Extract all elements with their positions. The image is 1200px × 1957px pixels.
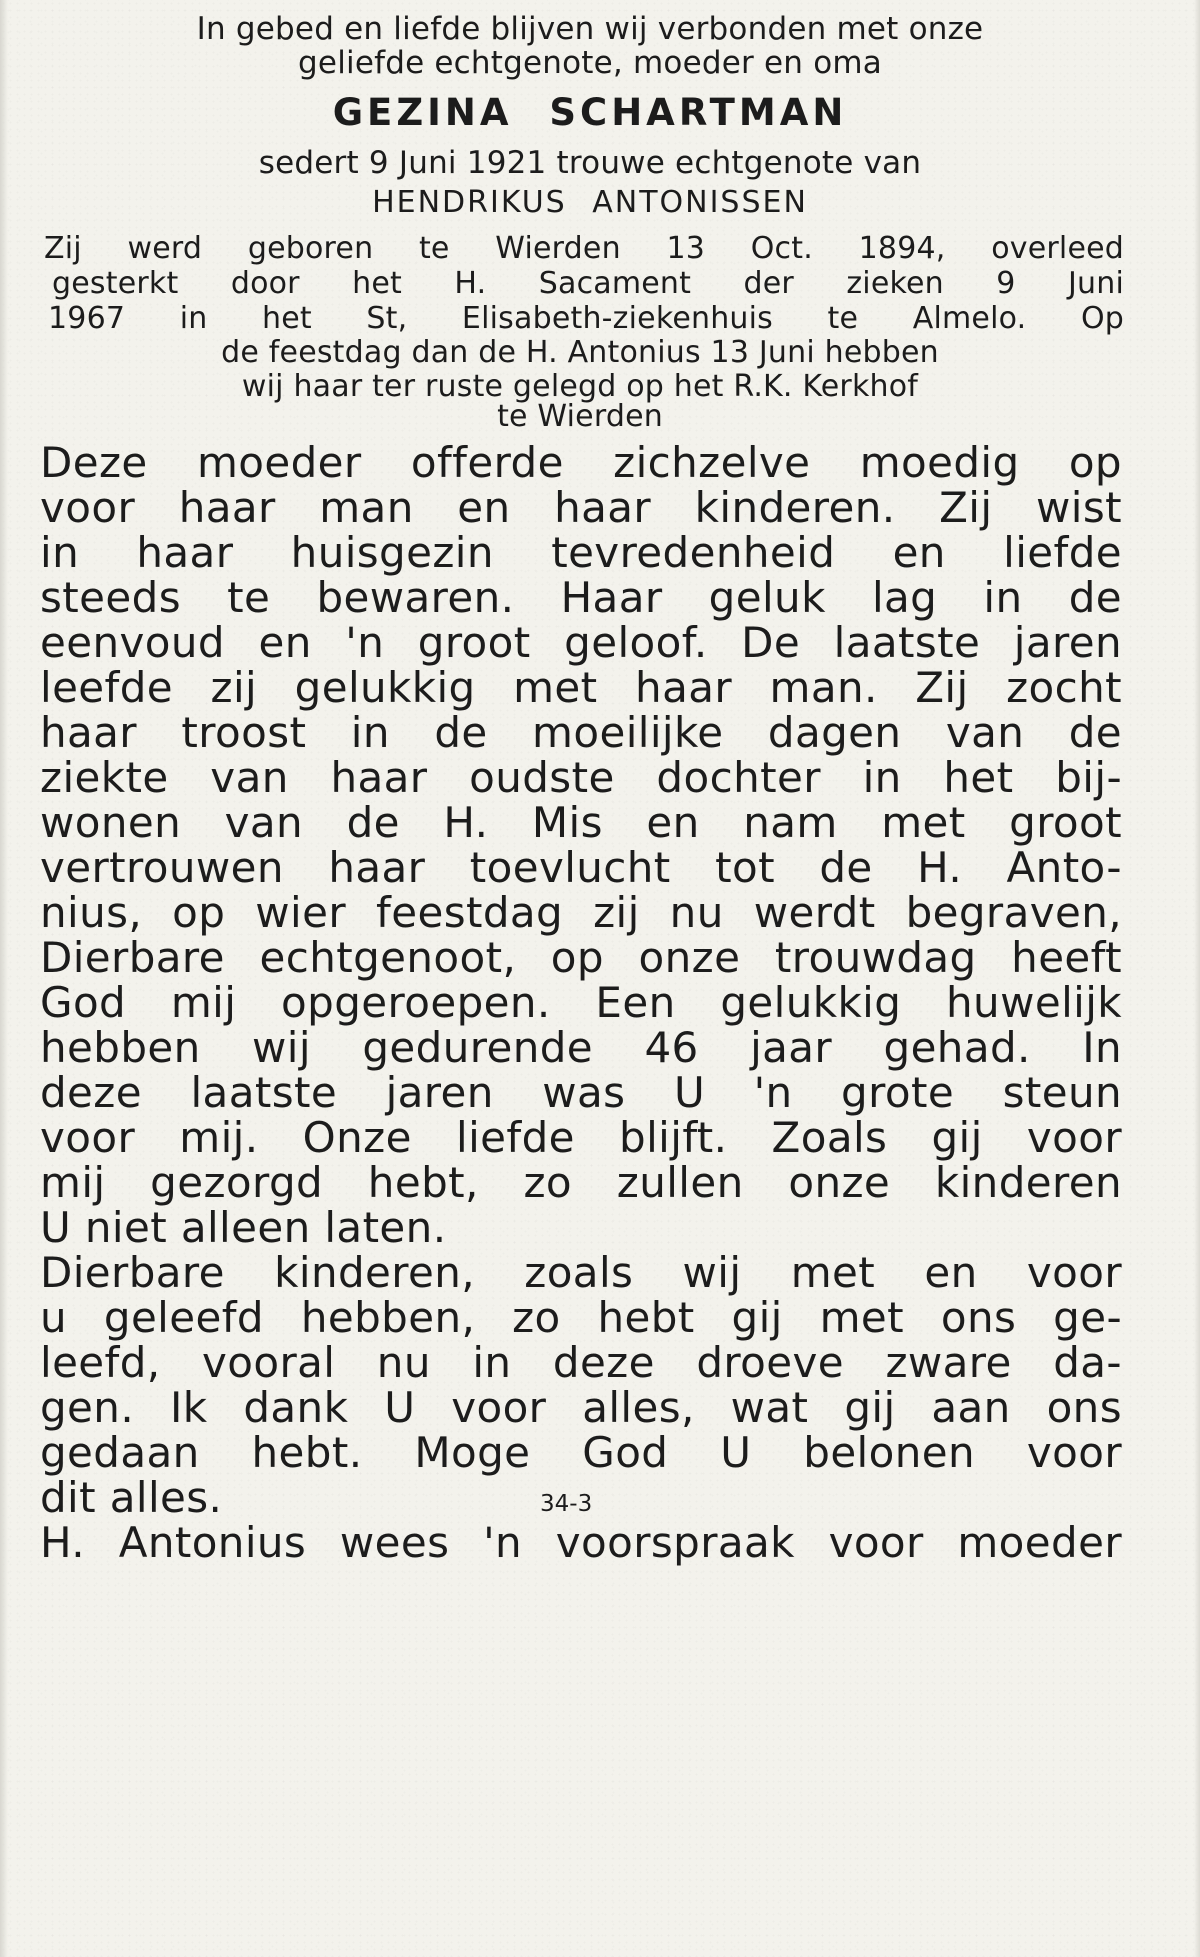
children-line-5: gedaan hebt. Moge God U belonen voor	[40, 1428, 1122, 1477]
reflection-line-2: voor haar man en haar kinderen. Zij wist	[40, 483, 1122, 532]
children-line-2: u geleefd hebben, zo hebt gij met ons ge-	[40, 1293, 1122, 1342]
husband-line-3: hebben wij gedurende 46 jaar gehad. In	[40, 1023, 1122, 1072]
card-edge-left	[0, 0, 8, 1957]
bio-line-1: Zij werd geboren te Wierden 13 Oct. 1894, overleed	[44, 231, 1124, 266]
reflection-line-3: in haar huisgezin tevredenheid en liefde	[40, 528, 1122, 577]
husband-line-2: God mij opgeroepen. Een gelukkig huwelijk	[40, 978, 1122, 1027]
reflection-line-5: eenvoud en 'n groot geloof. De laatste jaren	[40, 618, 1122, 667]
reflection-line-11: nius, op wier feestdag zij nu werdt begraven,	[40, 888, 1122, 937]
bio-line-2: gesterkt door het H. Sacament der zieken 9 Juni	[52, 266, 1124, 301]
reflection-line-10: vertrouwen haar toevlucht tot de H. Anto-	[40, 843, 1122, 892]
children-line-1: Dierbare kinderen, zoals wij met en voor	[40, 1248, 1122, 1297]
bio-line-4: de feestdag dan de H. Antonius 13 Juni hebben	[221, 335, 939, 370]
husband-line-6: mij gezorgd hebt, zo zullen onze kinderen	[40, 1158, 1122, 1207]
spouse-intro: sedert 9 Juni 1921 trouwe echtgenote van	[258, 145, 922, 181]
closing-prayer: H. Antonius wees 'n voorspraak voor moeder	[40, 1518, 1122, 1567]
husband-line-4: deze laatste jaren was U 'n grote steun	[40, 1068, 1122, 1117]
reflection-line-1: Deze moeder offerde zichzelve moedig op	[40, 438, 1122, 487]
children-line-6: dit alles.	[40, 1473, 223, 1522]
reflection-line-9: wonen van de H. Mis en nam met groot	[40, 798, 1122, 847]
reflection-line-4: steeds te bewaren. Haar geluk lag in de	[40, 573, 1122, 622]
reflection-line-6: leefde zij gelukkig met haar man. Zij zocht	[40, 663, 1122, 712]
deceased-name: GEZINA SCHARTMAN	[332, 91, 848, 134]
spouse-name: HENDRIKUS ANTONISSEN	[372, 185, 808, 220]
intro-line-1: In gebed en liefde blijven wij verbonden met onze	[196, 11, 984, 47]
reflection-line-8: ziekte van haar oudste dochter in het bij-	[40, 753, 1122, 802]
husband-line-1: Dierbare echtgenoot, op onze trouwdag heeft	[40, 933, 1122, 982]
husband-line-7: U niet alleen laten.	[40, 1203, 447, 1252]
card-edge-right	[1194, 0, 1200, 1957]
page-code: 34-3	[540, 1491, 593, 1517]
intro-line-2: geliefde echtgenote, moeder en oma	[298, 45, 882, 81]
bio-line-5: wij haar ter ruste gelegd op het R.K. Kerkhof	[241, 369, 919, 404]
bio-line-6: te Wierden	[497, 399, 663, 434]
children-line-4: gen. Ik dank U voor alles, wat gij aan ons	[40, 1383, 1122, 1432]
children-line-3: leefd, vooral nu in deze droeve zware da-	[40, 1338, 1122, 1387]
husband-line-5: voor mij. Onze liefde blijft. Zoals gij voor	[40, 1113, 1122, 1162]
reflection-line-7: haar troost in de moeilijke dagen van de	[40, 708, 1122, 757]
bio-line-3: 1967 in het St, Elisabeth-ziekenhuis te Almelo. Op	[48, 301, 1124, 336]
